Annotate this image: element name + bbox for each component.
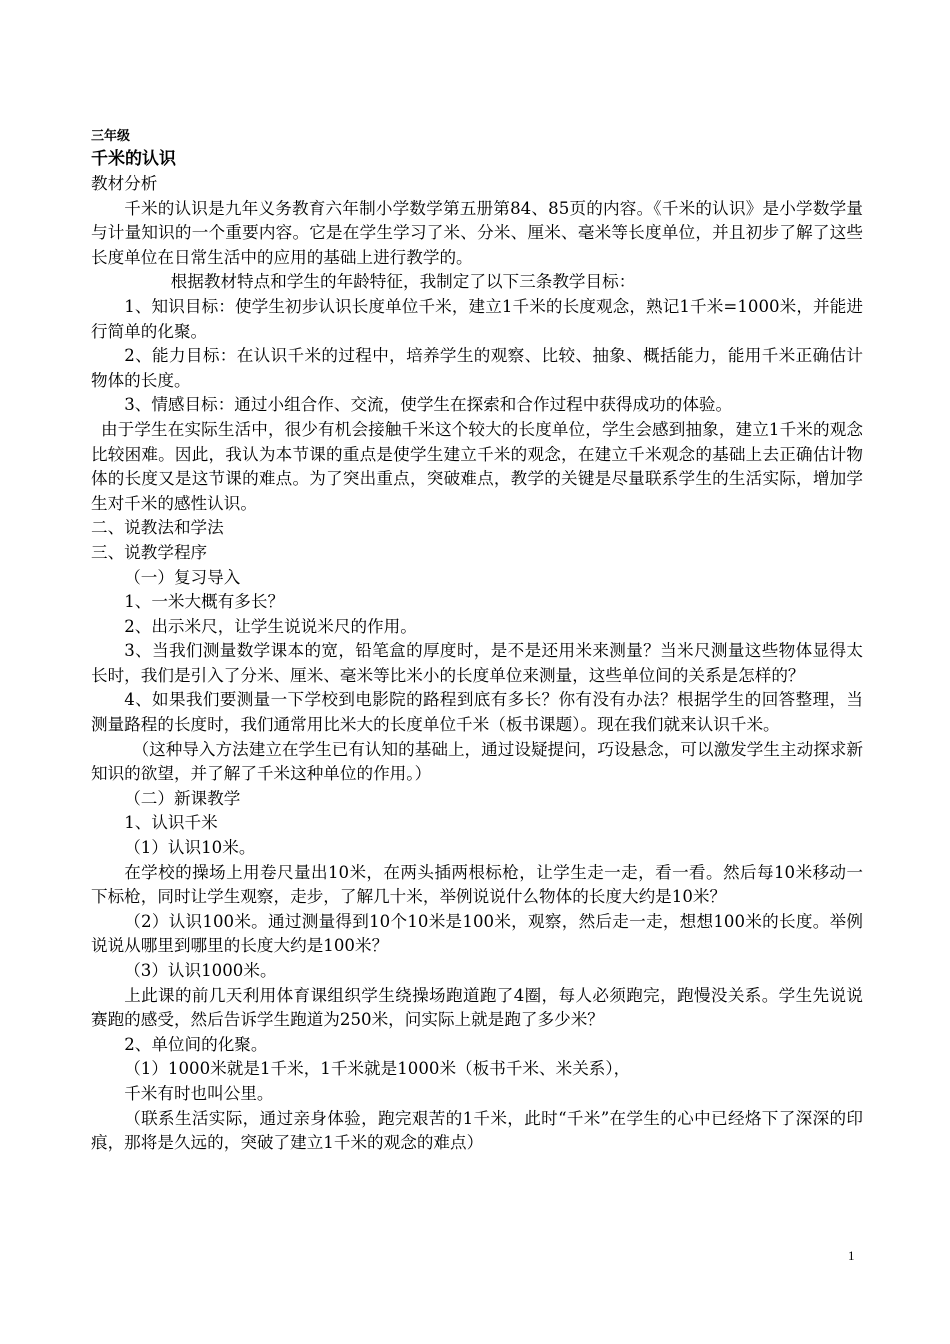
paragraph: 1、一米大概有多长？ [124, 592, 285, 612]
paragraph: （1）1000米就是1千米，1千米就是1000米（板书千米、米关系）， [124, 1059, 631, 1079]
subsection-heading: （一）复习导入 [124, 567, 241, 587]
paragraph: 千米有时也叫公里。 [124, 1083, 274, 1103]
paragraph: 上此课的前几天利用体育课组织学生绕操场跑道跑了4圈，每人必须跑完，跑慢没关系。学生先说说赛跑的感受，然后告诉学生跑道为250米，问实际上就是跑了多少米？ [91, 985, 863, 1030]
paragraph: （2）认识100米。通过测量得到10个10米是100米，观察，然后走一走，想想100米的长度。举例说说从哪里到哪里的长度大约是100米？ [91, 911, 863, 956]
paragraph: （1）认识10米。 [124, 838, 256, 858]
paragraph: 由于学生在实际生活中，很少有机会接触千米这个较大的长度单位，学生会感到抽象，建立1千米的观念比较困难。因此，我认为本节课的重点是使学生建立千米的观念，在建立千米观念的基础上去正确估计物体的长度又是这节课的难点。为了突出重点，突破难点，教学的关键是尽量联系学生的生活实际，增加学生对千米的感性认识。 [91, 419, 863, 513]
paragraph: 2、单位间的化聚。 [124, 1034, 268, 1054]
document-title: 千米的认识 [91, 149, 176, 169]
section-heading: 教材分析 [91, 174, 158, 193]
paragraph: 1、知识目标：使学生初步认识长度单位千米，建立1千米的长度观念，熟记1千米=1000米，并能进行简单的化聚。 [91, 296, 863, 341]
section-heading: 二、说教法和学法 [91, 518, 224, 538]
paragraph: （联系生活实际，通过亲身体验，跑完艰苦的1千米，此时“千米”在学生的心中已经烙下了深深的印痕，那将是久远的，突破了建立1千米的观念的难点） [91, 1108, 863, 1153]
paragraph: 3、情感目标：通过小组合作、交流，使学生在探索和合作过程中获得成功的体验。 [124, 395, 733, 415]
paragraph: 3、当我们测量数学课本的宽，铅笔盒的厚度时，是不是还用米来测量？当米尺测量这些物体显得太长时，我们是引入了分米、厘米、毫米等比米小的长度单位来测量，这些单位间的关系是怎样的？ [91, 641, 863, 685]
paragraph: （这种导入方法建立在学生已有认知的基础上，通过设疑提问，巧设悬念，可以激发学生主动探求新知识的欲望，并了解了千米这种单位的作用。） [91, 739, 863, 784]
document-page [91, 128, 863, 1156]
paragraph: 在学校的操场上用卷尺量出10米，在两头插两根标枪，让学生走一走，看一看。然后每10米移动一下标枪，同时让学生观察，走步，了解几十米，举例说说什么物体的长度大约是10米？ [91, 862, 863, 907]
paragraph: 2、能力目标：在认识千米的过程中，培养学生的观察、比较、抽象、概括能力，能用千米正确估计物体的长度。 [91, 346, 863, 390]
paragraph: 4、如果我们要测量一下学校到电影院的路程到底有多长？你有没有办法？根据学生的回答整理，当测量路程的长度时，我们通常用比米大的长度单位千米（板书课题）。现在我们就来认识千米。 [91, 690, 863, 735]
paragraph: 2、出示米尺，让学生说说米尺的作用。 [124, 616, 417, 636]
subsection-heading: （二）新课教学 [124, 788, 241, 808]
page-number: 1 [848, 1248, 855, 1263]
paragraph: 根据教材特点和学生的年龄特征，我制定了以下三条教学目标： [170, 272, 636, 292]
paragraph: 1、认识千米 [124, 813, 218, 833]
paragraph: （3）认识1000米。 [124, 961, 277, 980]
section-heading: 三、说教学程序 [91, 542, 208, 562]
paragraph: 千米的认识是九年义务教育六年制小学数学第五册第84、85页的内容。《千米的认识》是小学数学量与计量知识的一个重要内容。它是在学生学习了米、分米、厘米、毫米等长度单位，并且初步了解了这些长度单位在日常生活中的应用的基础上进行教学的。 [91, 198, 863, 267]
grade-label: 三年级 [91, 129, 131, 144]
